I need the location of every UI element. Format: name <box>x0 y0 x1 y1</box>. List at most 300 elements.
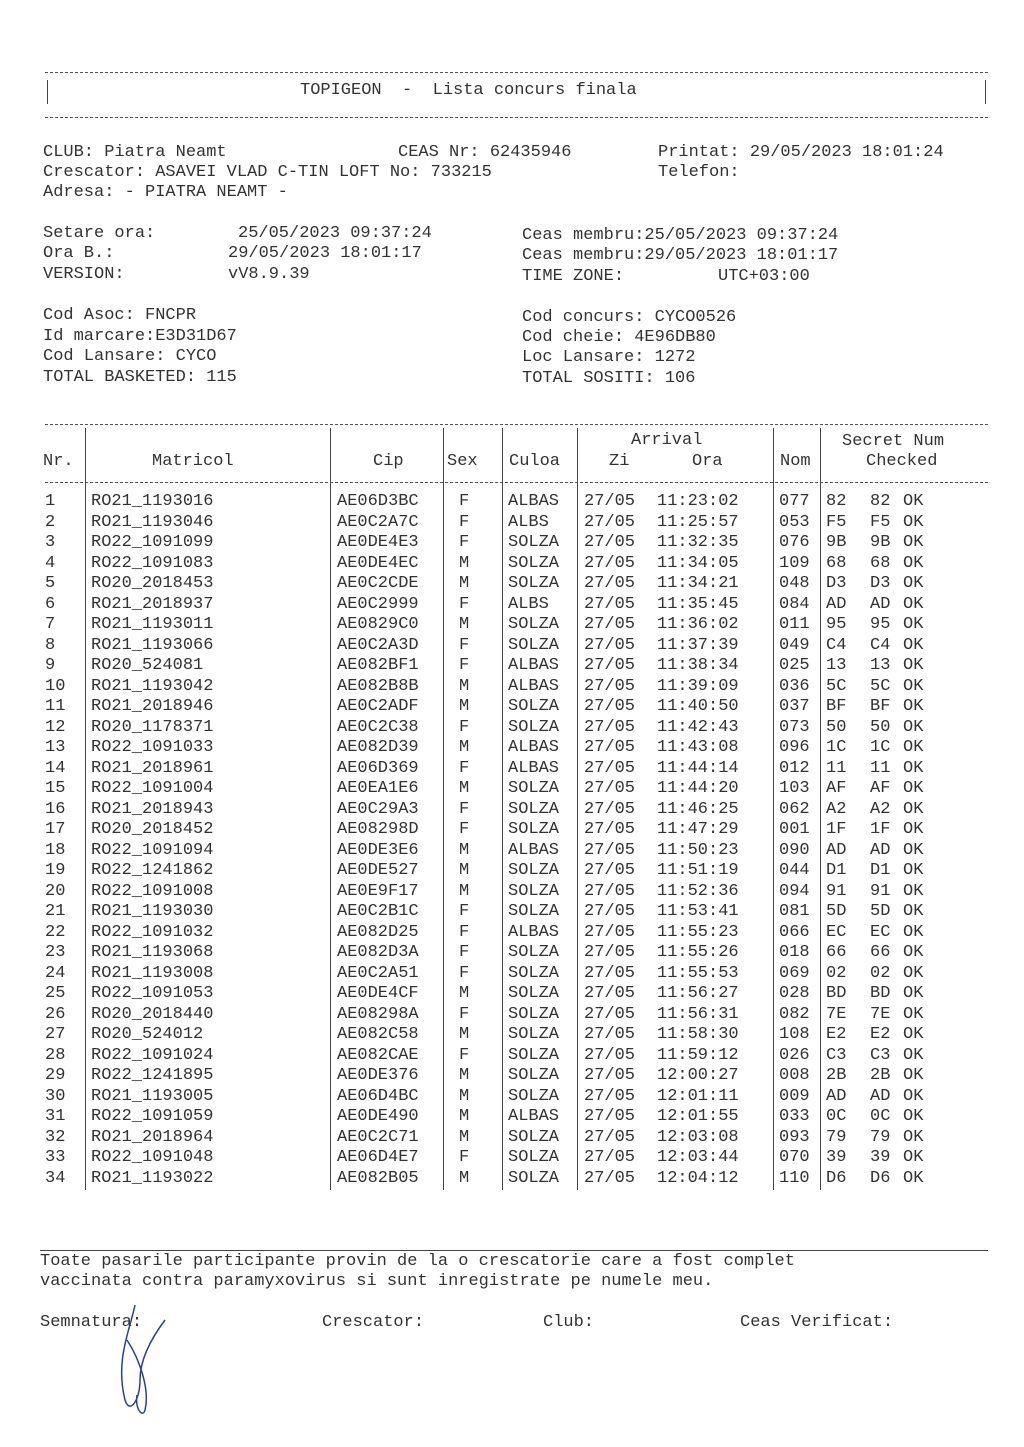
cell-ora: 11:38:34 <box>657 656 739 675</box>
cell-matricol: RO21_2018937 <box>91 594 214 614</box>
cell-secret: 82 <box>826 492 847 511</box>
cell-culoa: SOLZA <box>508 902 560 921</box>
cod-concurs: Cod concurs: CYCO0526 <box>522 308 737 327</box>
cell-cip: AE0E9F17 <box>337 881 419 901</box>
cell-ora: 11:35:45 <box>657 594 739 614</box>
cell-cip: AE0DE4E3 <box>337 533 419 552</box>
cell-secret: A2 <box>826 799 847 819</box>
cell-status: OK <box>903 799 924 819</box>
cell-matricol: RO21_2018964 <box>91 1127 214 1147</box>
cell-status: OK <box>903 922 924 942</box>
cell-cip: AE082D3A <box>337 943 419 962</box>
cell-ora: 11:55:53 <box>657 963 739 983</box>
cell-cip: AE0DE490 <box>337 1107 419 1126</box>
col-nom: Nom <box>780 452 811 471</box>
cell-nom: 066 <box>779 922 810 942</box>
cell-nr: 3 <box>45 533 56 552</box>
cell-sex: F <box>459 492 470 511</box>
cell-zi: 27/05 <box>584 594 636 614</box>
cell-nom: 025 <box>779 656 810 675</box>
table-row <box>0 882 1024 902</box>
cell-matricol: RO21_1193030 <box>91 902 214 921</box>
cell-nr: 25 <box>45 984 66 1003</box>
ceas-membru-1: Ceas membru:25/05/2023 09:37:24 <box>522 226 839 245</box>
cell-matricol: RO22_1091048 <box>91 1148 214 1167</box>
cell-ora: 11:50:23 <box>657 840 739 860</box>
cell-matricol: RO22_1091033 <box>91 738 214 757</box>
cell-matricol: RO20_1178371 <box>91 717 214 737</box>
cell-zi: 27/05 <box>584 922 636 942</box>
cell-zi: 27/05 <box>584 1148 636 1167</box>
cell-nr: 16 <box>45 799 66 819</box>
cell-secret-check: F5 <box>870 512 891 532</box>
cell-sex: F <box>459 1004 470 1024</box>
cell-zi: 27/05 <box>584 512 636 532</box>
cell-nr: 4 <box>45 553 56 573</box>
cell-secret-check: AD <box>870 840 891 860</box>
cell-secret: 2B <box>826 1066 847 1085</box>
cell-cip: AE0DE3E6 <box>337 840 419 860</box>
cell-ora: 11:46:25 <box>657 799 739 819</box>
cell-culoa: SOLZA <box>508 553 560 573</box>
cell-zi: 27/05 <box>584 615 636 634</box>
cell-matricol: RO21_1193016 <box>91 492 214 511</box>
table-row <box>0 738 1024 758</box>
cell-ora: 11:36:02 <box>657 615 739 634</box>
time-zone: UTC+03:00 <box>718 267 810 286</box>
table-row <box>0 841 1024 861</box>
cell-secret-check: 39 <box>870 1148 891 1167</box>
cell-zi: 27/05 <box>584 656 636 675</box>
cell-secret-check: 2B <box>870 1066 891 1085</box>
cell-status: OK <box>903 1127 924 1147</box>
table-row <box>0 984 1024 1004</box>
cell-secret: 50 <box>826 717 847 737</box>
cell-secret-check: 95 <box>870 615 891 634</box>
cell-secret-check: 5D <box>870 902 891 921</box>
cell-status: OK <box>903 861 924 880</box>
cell-secret: BF <box>826 697 847 716</box>
cell-secret: 11 <box>826 758 847 778</box>
cell-zi: 27/05 <box>584 635 636 655</box>
table-row <box>0 800 1024 820</box>
cell-status: OK <box>903 1066 924 1085</box>
header-border-bottom <box>45 117 988 118</box>
cod-asoc: Cod Asoc: FNCPR <box>43 306 197 325</box>
cell-sex: M <box>459 676 470 696</box>
cell-matricol: RO21_2018946 <box>91 697 214 716</box>
cell-secret: C4 <box>826 635 847 655</box>
cell-secret-check: 11 <box>870 758 891 778</box>
cell-cip: AE0DE376 <box>337 1066 419 1085</box>
cell-secret-check: BF <box>870 697 891 716</box>
cell-ora: 12:04:12 <box>657 1168 739 1188</box>
cell-zi: 27/05 <box>584 533 636 552</box>
cell-zi: 27/05 <box>584 779 636 798</box>
cell-status: OK <box>903 574 924 593</box>
cell-sex: F <box>459 963 470 983</box>
cell-ora: 11:51:19 <box>657 861 739 880</box>
cell-zi: 27/05 <box>584 1127 636 1147</box>
cell-cip: AE0DE527 <box>337 861 419 880</box>
cell-secret-check: D3 <box>870 574 891 593</box>
cell-nr: 15 <box>45 779 66 798</box>
cell-zi: 27/05 <box>584 820 636 839</box>
cell-ora: 11:55:23 <box>657 922 739 942</box>
cell-culoa: SOLZA <box>508 1045 560 1065</box>
cell-zi: 27/05 <box>584 758 636 778</box>
table-row <box>0 759 1024 779</box>
cell-status: OK <box>903 1086 924 1106</box>
col-zi: Zi <box>609 452 630 471</box>
cell-culoa: ALBAS <box>508 492 560 511</box>
cell-sex: F <box>459 1148 470 1167</box>
cell-matricol: RO21_2018943 <box>91 799 214 819</box>
cell-culoa: SOLZA <box>508 1086 560 1106</box>
cell-culoa: ALBAS <box>508 922 560 942</box>
cell-status: OK <box>903 902 924 921</box>
cell-cip: AE082C58 <box>337 1025 419 1044</box>
cell-secret-check: 1C <box>870 738 891 757</box>
cell-nom: 110 <box>779 1168 810 1188</box>
cell-cip: AE08298D <box>337 820 419 839</box>
table-row <box>0 615 1024 635</box>
cell-secret: 5C <box>826 676 847 696</box>
cell-sex: M <box>459 553 470 573</box>
cell-matricol: RO21_1193068 <box>91 943 214 962</box>
cell-sex: M <box>459 984 470 1003</box>
cell-matricol: RO21_1193008 <box>91 963 214 983</box>
cell-secret: 1C <box>826 738 847 757</box>
cell-nr: 24 <box>45 963 66 983</box>
cell-ora: 11:59:12 <box>657 1045 739 1065</box>
cell-nom: 076 <box>779 533 810 552</box>
cell-culoa: SOLZA <box>508 697 560 716</box>
ceas-verificat-label: Ceas Verificat: <box>740 1313 894 1332</box>
cell-nom: 053 <box>779 512 810 532</box>
col-matricol: Matricol <box>152 452 234 471</box>
cell-culoa: ALBAS <box>508 840 560 860</box>
cell-cip: AE0829C0 <box>337 615 419 634</box>
cell-cip: AE06D3BC <box>337 492 419 511</box>
cell-nom: 033 <box>779 1107 810 1126</box>
cell-nr: 26 <box>45 1004 66 1024</box>
cell-sex: F <box>459 943 470 962</box>
cell-cip: AE06D4BC <box>337 1086 419 1106</box>
cell-matricol: RO22_1091083 <box>91 553 214 573</box>
cell-zi: 27/05 <box>584 1086 636 1106</box>
cell-nr: 8 <box>45 635 56 655</box>
cell-nr: 32 <box>45 1127 66 1147</box>
cell-matricol: RO20_2018453 <box>91 574 214 593</box>
cell-cip: AE082D39 <box>337 738 419 757</box>
cell-nom: 018 <box>779 943 810 962</box>
cell-sex: M <box>459 615 470 634</box>
cell-ora: 11:23:02 <box>657 492 739 511</box>
cell-nom: 001 <box>779 820 810 839</box>
cell-secret-check: 02 <box>870 963 891 983</box>
cell-status: OK <box>903 1025 924 1044</box>
cell-sex: M <box>459 881 470 901</box>
cell-status: OK <box>903 1107 924 1126</box>
cell-ora: 11:53:41 <box>657 902 739 921</box>
cell-sex: M <box>459 1107 470 1126</box>
cell-nr: 28 <box>45 1045 66 1065</box>
cell-nom: 070 <box>779 1148 810 1167</box>
ora-b: 29/05/2023 18:01:17 <box>228 244 422 263</box>
cell-status: OK <box>903 635 924 655</box>
cell-ora: 11:39:09 <box>657 676 739 696</box>
cell-culoa: SOLZA <box>508 1004 560 1024</box>
cell-matricol: RO21_1193022 <box>91 1168 214 1188</box>
col-checked: Checked <box>866 452 938 471</box>
cell-status: OK <box>903 1004 924 1024</box>
cell-status: OK <box>903 840 924 860</box>
table-row <box>0 1066 1024 1086</box>
cell-secret-check: E2 <box>870 1025 891 1044</box>
cell-nr: 22 <box>45 922 66 942</box>
table-row <box>0 677 1024 697</box>
cell-zi: 27/05 <box>584 1025 636 1044</box>
cell-secret-check: 68 <box>870 553 891 573</box>
cell-sex: M <box>459 697 470 716</box>
cell-nom: 096 <box>779 738 810 757</box>
cell-secret-check: D6 <box>870 1168 891 1188</box>
cell-secret: 95 <box>826 615 847 634</box>
cell-nr: 31 <box>45 1107 66 1126</box>
cell-nr: 29 <box>45 1066 66 1085</box>
cell-secret-check: 0C <box>870 1107 891 1126</box>
cell-status: OK <box>903 1045 924 1065</box>
cell-nom: 082 <box>779 1004 810 1024</box>
cell-cip: AE082B05 <box>337 1168 419 1188</box>
cell-secret: 91 <box>826 881 847 901</box>
col-cip: Cip <box>373 452 404 471</box>
cell-cip: AE06D369 <box>337 758 419 778</box>
cell-status: OK <box>903 594 924 614</box>
cell-culoa: SOLZA <box>508 799 560 819</box>
cell-ora: 11:58:30 <box>657 1025 739 1044</box>
cell-matricol: RO21_1193011 <box>91 615 214 634</box>
table-row <box>0 1148 1024 1168</box>
cell-ora: 11:52:36 <box>657 881 739 901</box>
cell-secret: F5 <box>826 512 847 532</box>
table-row <box>0 636 1024 656</box>
cell-matricol: RO22_1241862 <box>91 861 214 880</box>
cell-cip: AE0C2A51 <box>337 963 419 983</box>
cell-matricol: RO22_1091059 <box>91 1107 214 1126</box>
cell-secret: 02 <box>826 963 847 983</box>
cell-nom: 036 <box>779 676 810 696</box>
cell-matricol: RO22_1091004 <box>91 779 214 798</box>
cell-sex: M <box>459 779 470 798</box>
cell-culoa: SOLZA <box>508 574 560 593</box>
header-border-top <box>45 72 988 73</box>
cell-culoa: SOLZA <box>508 635 560 655</box>
cell-culoa: SOLZA <box>508 963 560 983</box>
cell-secret: AF <box>826 779 847 798</box>
cell-secret-check: 79 <box>870 1127 891 1147</box>
cell-ora: 11:42:43 <box>657 717 739 737</box>
cell-secret: 5D <box>826 902 847 921</box>
cell-secret: BD <box>826 984 847 1003</box>
cell-culoa: ALBAS <box>508 676 560 696</box>
cell-nr: 13 <box>45 738 66 757</box>
table-row <box>0 513 1024 533</box>
cell-nom: 090 <box>779 840 810 860</box>
cell-sex: F <box>459 656 470 675</box>
cell-secret: AD <box>826 1086 847 1106</box>
table-row <box>0 964 1024 984</box>
table-row <box>0 923 1024 943</box>
setare-ora-label: Setare ora: <box>43 224 156 243</box>
cell-nom: 037 <box>779 697 810 716</box>
cell-matricol: RO22_1091099 <box>91 533 214 552</box>
cell-ora: 12:01:55 <box>657 1107 739 1126</box>
cell-secret: 7E <box>826 1004 847 1024</box>
cell-nr: 5 <box>45 574 56 593</box>
cell-status: OK <box>903 943 924 962</box>
cell-cip: AE08298A <box>337 1004 419 1024</box>
col-nr: Nr. <box>43 452 74 471</box>
cell-matricol: RO22_1091008 <box>91 881 214 901</box>
cell-culoa: SOLZA <box>508 533 560 552</box>
cell-status: OK <box>903 676 924 696</box>
cell-nr: 33 <box>45 1148 66 1167</box>
cell-matricol: RO22_1091053 <box>91 984 214 1003</box>
cell-cip: AE0C2CDE <box>337 574 419 593</box>
cell-status: OK <box>903 738 924 757</box>
cell-secret: 66 <box>826 943 847 962</box>
cell-cip: AE082D25 <box>337 922 419 942</box>
cell-sex: F <box>459 902 470 921</box>
cell-sex: M <box>459 574 470 593</box>
cell-nom: 093 <box>779 1127 810 1147</box>
cell-culoa: SOLZA <box>508 1168 560 1188</box>
cell-secret-check: 66 <box>870 943 891 962</box>
cell-culoa: SOLZA <box>508 984 560 1003</box>
cell-culoa: ALBS <box>508 512 549 532</box>
cell-nr: 19 <box>45 861 66 880</box>
cell-secret-check: D1 <box>870 861 891 880</box>
col-arrival: Arrival <box>631 431 703 450</box>
cell-culoa: SOLZA <box>508 1127 560 1147</box>
table-row <box>0 1169 1024 1189</box>
cell-nom: 073 <box>779 717 810 737</box>
cell-status: OK <box>903 963 924 983</box>
cell-sex: M <box>459 840 470 860</box>
header-border-left <box>47 80 48 104</box>
cell-zi: 27/05 <box>584 799 636 819</box>
cell-zi: 27/05 <box>584 1045 636 1065</box>
cell-nr: 20 <box>45 881 66 901</box>
cell-matricol: RO21_1193005 <box>91 1086 214 1106</box>
table-row <box>0 943 1024 963</box>
cell-secret-check: AF <box>870 779 891 798</box>
setare-ora: 25/05/2023 09:37:24 <box>238 224 432 243</box>
cell-secret: EC <box>826 922 847 942</box>
cell-nom: 094 <box>779 881 810 901</box>
table-row <box>0 697 1024 717</box>
cell-ora: 11:43:08 <box>657 738 739 757</box>
cell-ora: 11:25:57 <box>657 512 739 532</box>
cell-ora: 11:44:14 <box>657 758 739 778</box>
cell-matricol: RO20_524081 <box>91 656 204 675</box>
printat: Printat: 29/05/2023 18:01:24 <box>658 143 944 162</box>
cell-ora: 11:34:21 <box>657 574 739 593</box>
crescator: Crescator: ASAVEI VLAD C-TIN LOFT No: 733215 <box>43 163 492 182</box>
cell-nom: 012 <box>779 758 810 778</box>
cell-culoa: SOLZA <box>508 861 560 880</box>
adresa: Adresa: - PIATRA NEAMT - <box>43 183 288 202</box>
cell-zi: 27/05 <box>584 1004 636 1024</box>
cell-culoa: ALBAS <box>508 656 560 675</box>
time-zone-label: TIME ZONE: <box>522 267 625 286</box>
cell-ora: 12:03:44 <box>657 1148 739 1167</box>
handwritten-signature <box>95 1300 185 1420</box>
cell-ora: 12:00:27 <box>657 1066 739 1085</box>
cell-culoa: SOLZA <box>508 615 560 634</box>
statement-line-2: vaccinata contra paramyxovirus si sunt inregistrate pe numele meu. <box>40 1272 714 1291</box>
cell-ora: 11:37:39 <box>657 635 739 655</box>
table-row <box>0 718 1024 738</box>
cell-nom: 009 <box>779 1086 810 1106</box>
cell-sex: F <box>459 717 470 737</box>
cell-sex: F <box>459 799 470 819</box>
version: vV8.9.39 <box>228 265 310 284</box>
cell-culoa: ALBAS <box>508 1107 560 1126</box>
ora-b-label: Ora B.: <box>43 244 115 263</box>
cell-ora: 12:01:11 <box>657 1086 739 1106</box>
cell-cip: AE0EA1E6 <box>337 779 419 798</box>
cell-zi: 27/05 <box>584 840 636 860</box>
table-row <box>0 554 1024 574</box>
cell-nom: 049 <box>779 635 810 655</box>
cell-cip: AE0DE4EC <box>337 553 419 573</box>
table-row <box>0 861 1024 881</box>
table-row <box>0 1128 1024 1148</box>
total-basketed: TOTAL BASKETED: 115 <box>43 368 237 387</box>
cell-secret-check: AD <box>870 1086 891 1106</box>
table-row <box>0 492 1024 512</box>
cell-matricol: RO22_1091094 <box>91 840 214 860</box>
cell-nr: 34 <box>45 1168 66 1188</box>
cell-cip: AE082BF1 <box>337 656 419 675</box>
cell-status: OK <box>903 717 924 737</box>
cell-sex: M <box>459 1086 470 1106</box>
cell-matricol: RO20_524012 <box>91 1025 204 1044</box>
cell-cip: AE0C2C71 <box>337 1127 419 1147</box>
col-ora: Ora <box>692 452 723 471</box>
cell-status: OK <box>903 1148 924 1167</box>
cell-zi: 27/05 <box>584 676 636 696</box>
cell-matricol: RO21_1193042 <box>91 676 214 696</box>
cell-secret-check: 1F <box>870 820 891 839</box>
table-row <box>0 533 1024 553</box>
table-row <box>0 1087 1024 1107</box>
cell-nr: 7 <box>45 615 56 634</box>
cell-culoa: SOLZA <box>508 1025 560 1044</box>
cell-culoa: SOLZA <box>508 1148 560 1167</box>
table-row <box>0 574 1024 594</box>
cell-sex: F <box>459 635 470 655</box>
cell-secret-check: 82 <box>870 492 891 511</box>
cell-culoa: SOLZA <box>508 717 560 737</box>
table-row <box>0 1005 1024 1025</box>
cell-matricol: RO21_1193066 <box>91 635 214 655</box>
cell-nom: 081 <box>779 902 810 921</box>
cell-secret-check: 50 <box>870 717 891 737</box>
